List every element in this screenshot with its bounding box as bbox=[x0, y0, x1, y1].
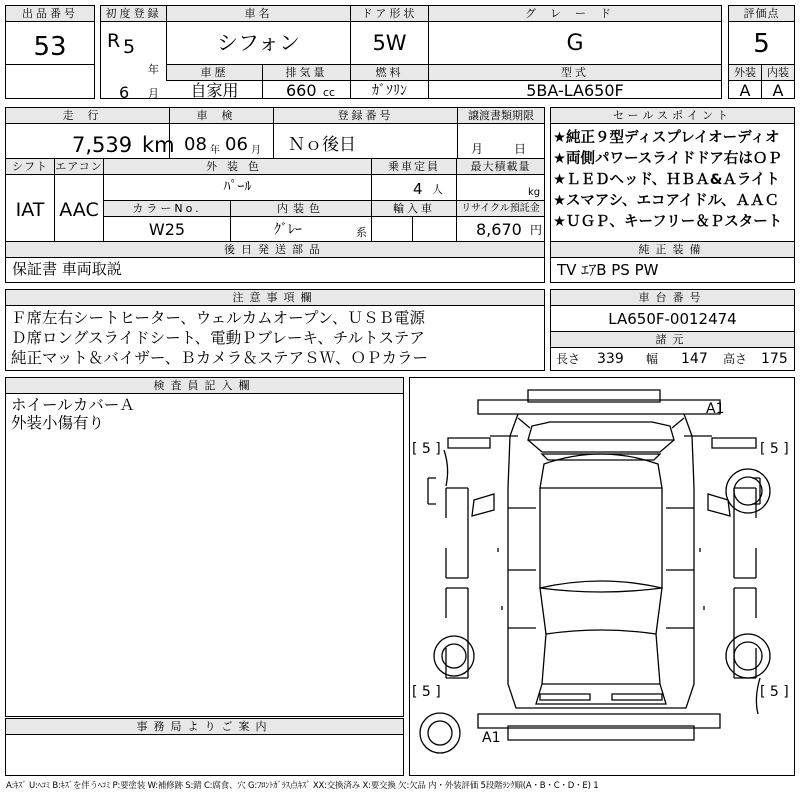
fuel: ｶﾞｿﾘﾝ bbox=[372, 83, 407, 99]
recycle-label: リサイクル預託金 bbox=[457, 201, 544, 217]
car-diagram-box bbox=[409, 377, 795, 776]
mileage-unit: km bbox=[142, 133, 175, 157]
width: 147 bbox=[681, 351, 708, 367]
sales-points bbox=[553, 128, 782, 233]
ac-label: エアコン bbox=[55, 160, 103, 173]
car-name-label: 車名 bbox=[167, 6, 350, 22]
car-name: シフォン bbox=[217, 31, 300, 55]
sales-point: ★純正９型ディスプレイオーディオ bbox=[553, 130, 780, 146]
transfer-label: 譲渡書類期限 bbox=[458, 108, 544, 124]
main-header-box bbox=[100, 5, 722, 102]
lot-box bbox=[5, 5, 95, 99]
score: 5 bbox=[753, 29, 770, 59]
history: 自家用 bbox=[190, 81, 239, 100]
capacity-label: 乗車定員 bbox=[372, 159, 456, 175]
parts-label: 後日発送部品 bbox=[6, 242, 544, 258]
recycle-unit: 円 bbox=[530, 223, 543, 237]
notes-lines bbox=[11, 308, 428, 368]
transfer-month-unit: 月 bbox=[471, 142, 484, 156]
tire-mark: [ 5 ] bbox=[412, 441, 441, 457]
lot-number: 53 bbox=[33, 32, 67, 62]
mileage-label: 走行 bbox=[6, 108, 169, 124]
lot-label: 出品番号 bbox=[6, 6, 94, 22]
shift: IAT bbox=[15, 199, 45, 221]
displacement: 660 bbox=[286, 81, 317, 100]
ac: AAC bbox=[59, 199, 99, 221]
height: 175 bbox=[761, 351, 788, 367]
detail-box bbox=[5, 107, 545, 283]
capacity-unit: 人 bbox=[432, 183, 443, 196]
office-label: 事務局よりご案内 bbox=[6, 719, 403, 735]
chassis-box bbox=[550, 289, 795, 371]
ext-color-label: 外装色 bbox=[104, 159, 371, 175]
grade-label: グレード bbox=[429, 6, 721, 22]
ext-color: ﾊﾟｰﾙ bbox=[223, 179, 252, 195]
height-label: 高さ bbox=[723, 352, 748, 366]
chassis-label: 車台番号 bbox=[551, 290, 794, 306]
inspection-year: 08 bbox=[184, 134, 207, 155]
inspector-box bbox=[5, 377, 404, 717]
score-label: 評価点 bbox=[729, 6, 794, 22]
transfer-day-unit: 日 bbox=[514, 142, 527, 156]
office-box bbox=[5, 718, 404, 776]
length: 339 bbox=[597, 351, 624, 367]
car-diagram bbox=[410, 378, 794, 775]
inspection-month-unit: 月 bbox=[251, 145, 261, 156]
inspection-year-unit: 年 bbox=[210, 145, 220, 156]
inspector-label: 検査員記入欄 bbox=[6, 378, 403, 394]
tire-mark: [ 5 ] bbox=[760, 441, 789, 457]
first-reg-month: 6 bbox=[119, 83, 130, 102]
door-label: ドア形状 bbox=[351, 6, 428, 22]
equipment: TV ｴｱB PS PW bbox=[557, 261, 659, 279]
capacity: 4 bbox=[413, 180, 423, 198]
notes-box bbox=[5, 289, 545, 371]
reg-number: Ｎｏ後日 bbox=[288, 135, 356, 155]
sales-label: セールスポイント bbox=[551, 108, 794, 124]
inspection-month: 06 bbox=[225, 134, 248, 155]
tire-mark: [ 5 ] bbox=[412, 684, 441, 700]
legend: A:ｷｽﾞ U:ﾍｺﾐ B:ｷｽﾞを伴うﾍｺﾐ P:要塗装 W:補修跡 S:錆 C:腐食、穴 G:ﾌﾛﾝﾄｶﾞﾗｽ点ｷｽﾞ XX:交換済み X:要交換 欠:欠品 内・外装評価 5段階ﾗﾝｸ順(A・B・C・D・E) 1 bbox=[6, 781, 599, 791]
model-code: 5BA-LA650F bbox=[526, 81, 624, 100]
shift-label: シフト bbox=[6, 159, 54, 175]
max-load-unit: kg bbox=[528, 187, 541, 198]
damage-mark: A1 bbox=[706, 401, 725, 417]
grade: G bbox=[566, 31, 584, 56]
sales-point: ★両側パワースライドドア右はＯＰ bbox=[553, 151, 782, 167]
parts: 保証書 車両取説 bbox=[12, 260, 122, 278]
int-color: ｸﾞﾚｰ bbox=[274, 222, 302, 238]
interior-label: 内装 bbox=[762, 65, 794, 81]
year-unit: 年 bbox=[148, 63, 159, 76]
first-reg-year: 5 bbox=[123, 36, 136, 58]
era: R bbox=[107, 30, 121, 52]
note-line: Ｆ席左右シートヒーター、ウェルカムオープン、ＵＳＢ電源 bbox=[11, 309, 426, 327]
sales-point: ★ＵＧＰ、キーフリー＆Ｐスタート bbox=[553, 214, 783, 230]
reg-label: 登録番号 bbox=[274, 108, 457, 124]
exterior-label: 外装 bbox=[729, 65, 761, 81]
inspection-label: 車検 bbox=[170, 108, 273, 124]
dims-label: 諸元 bbox=[551, 332, 794, 348]
displacement-unit: cc bbox=[323, 86, 336, 99]
width-label: 幅 bbox=[646, 352, 659, 366]
notes-label: 注意事項欄 bbox=[6, 290, 544, 306]
history-label: 車歴 bbox=[167, 65, 262, 81]
int-color-label: 内装色 bbox=[231, 201, 371, 217]
mileage: 7,539 bbox=[72, 133, 133, 157]
exterior-grade: A bbox=[739, 81, 751, 100]
sales-box bbox=[550, 107, 795, 283]
import-label: 輸入車 bbox=[372, 201, 456, 217]
tire-mark: [ 5 ] bbox=[760, 684, 789, 700]
length-label: 長さ bbox=[556, 352, 581, 366]
color-no-label: カラーNo. bbox=[104, 201, 230, 217]
chassis-number: LA650F-0012474 bbox=[608, 310, 737, 328]
model-label: 型式 bbox=[429, 65, 721, 81]
note-line: 純正マット＆バイザー、Ｂカメラ＆ステアＳＷ、ＯＰカラー bbox=[11, 349, 428, 367]
note-line: Ｄ席ロングスライドシート、電動Ｐブレーキ、チルトステア bbox=[11, 329, 425, 347]
fuel-label: 燃料 bbox=[351, 65, 428, 81]
score-box bbox=[728, 5, 795, 99]
equipment-label: 純正装備 bbox=[551, 242, 794, 258]
inspector-line: ホイールカバーＡ bbox=[11, 396, 135, 414]
int-color-unit: 系 bbox=[356, 226, 367, 239]
recycle-amount: 8,670 bbox=[476, 220, 522, 239]
door-type: 5W bbox=[372, 31, 407, 55]
sales-point: ★ＬＥＤヘッド、ＨＢＡ&Ａライト bbox=[553, 172, 780, 188]
interior-grade: A bbox=[772, 81, 784, 100]
month-unit: 月 bbox=[148, 87, 159, 100]
damage-mark: A1 bbox=[482, 730, 501, 746]
max-load-label: 最大積載量 bbox=[457, 159, 544, 175]
sales-point: ★スマアシ、エコアイドル、ＡＡＣ bbox=[553, 193, 780, 209]
displacement-label: 排気量 bbox=[263, 65, 350, 81]
color-no: W25 bbox=[148, 220, 186, 239]
inspector-line: 外装小傷有り bbox=[11, 414, 105, 432]
first-reg-label: 初度登録 bbox=[101, 6, 166, 22]
